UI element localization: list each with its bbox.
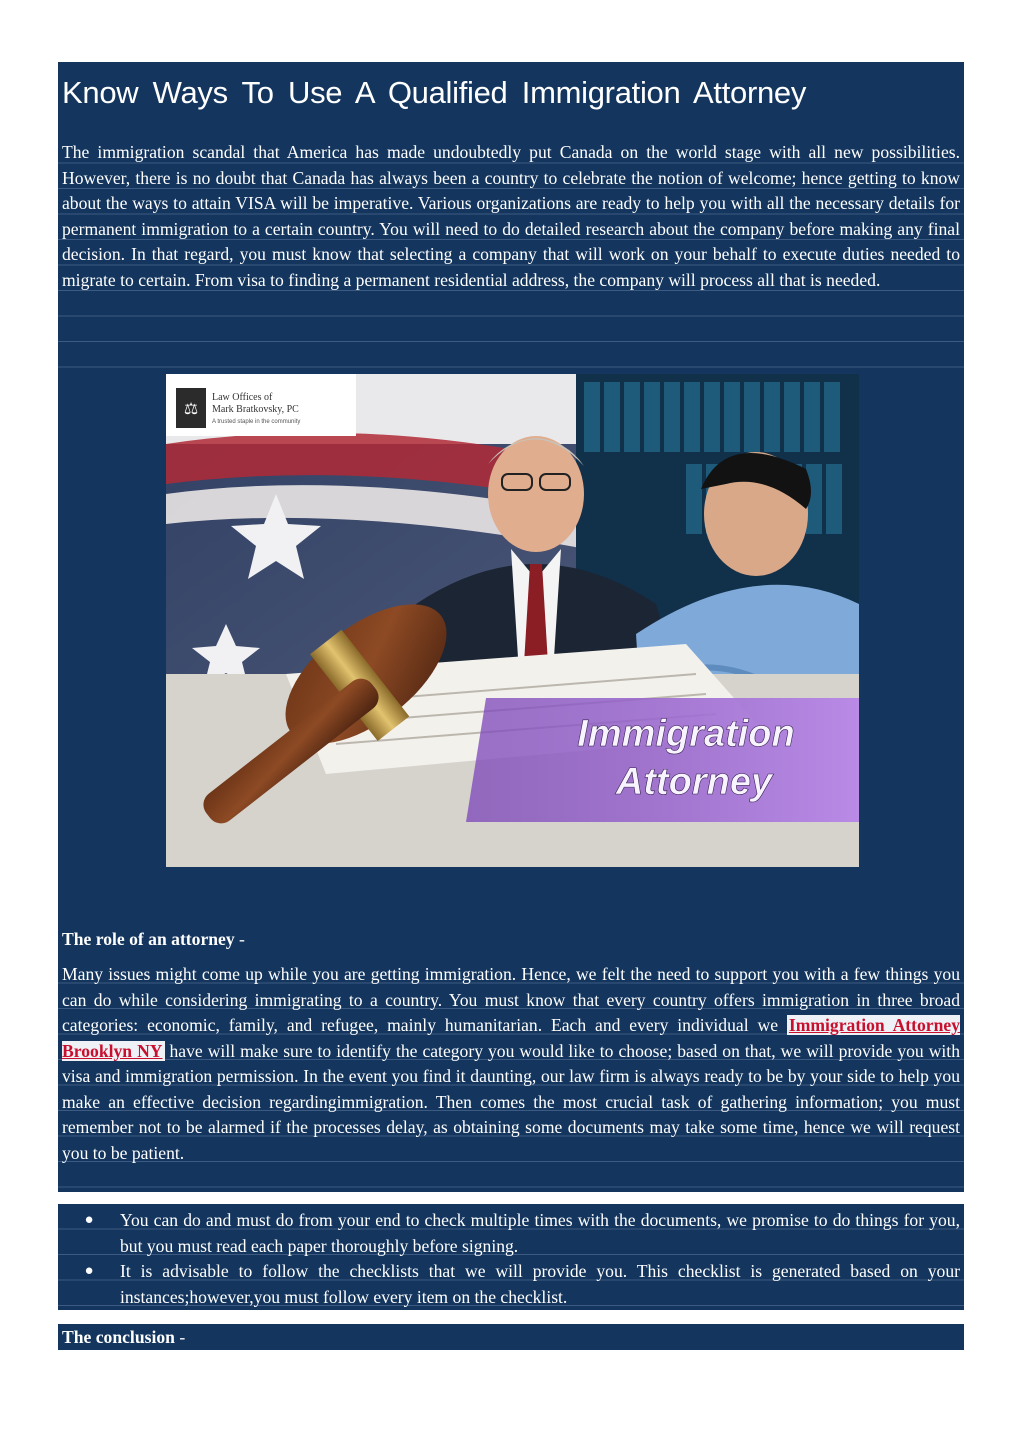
logo-line2: Mark Bratkovsky, PC bbox=[212, 404, 299, 415]
bullet-list bbox=[58, 1204, 964, 1310]
bullet-text: It is advisable to follow the checklists that we will provide you. This checklist is generated based on your instances;however,you must follow every item on the checklist. bbox=[120, 1261, 960, 1307]
hero-image bbox=[166, 374, 859, 867]
logo-line1: Law Offices of bbox=[212, 392, 273, 403]
page-title: Know Ways To Use A Qualified Immigration Attorney bbox=[58, 62, 964, 138]
bullet-text: You can do and must do from your end to check multiple times with the documents, we promise to do things for you, but you must read each paper thoroughly before signing. bbox=[120, 1210, 960, 1256]
conclusion-heading-bar bbox=[58, 1324, 964, 1350]
immigration-attorney-link[interactable]: Immigration Attorney Brooklyn NY bbox=[62, 1015, 960, 1061]
banner-line2: Attorney bbox=[615, 761, 773, 803]
list-item bbox=[58, 1208, 964, 1259]
svg-text:⚖: ⚖ bbox=[183, 399, 199, 418]
role-section bbox=[58, 958, 964, 1192]
conclusion-heading: The conclusion bbox=[62, 1327, 175, 1347]
intro-section bbox=[58, 138, 964, 374]
role-heading-suffix: - bbox=[234, 929, 245, 949]
conclusion-heading-suffix: - bbox=[174, 1327, 186, 1347]
intro-paragraph: The immigration scandal that America has made undoubtedly put Canada on the world stage with all new possibilities. However, there is no doubt that Canada has always been a country to celebrate the notion of welcome; hence getting to know about the ways to attain VISA will be imperative. Various organizations are ready to help you with all the necessary details for permanent immigration to a certain country. You will need to do detailed research about the company before making any final decision. In that regard, you must know that selecting a company that will work on your behalf to execute duties needed to migrate to certain. From visa to finding a permanent residential address, the company will process all that is needed. bbox=[62, 142, 960, 290]
role-text-after: have will make sure to identify the category you would like to choose; based on that, we will provide you with visa and immigration permission. In the event you find it daunting, our law firm is always ready to be by your side to help you make an effective decision regardingimmigration. Then comes the most crucial task of gathering information; you must remember not to be alarmed if the processes delay, as obtaining some documents may take some time, hence we will request you to be patient. bbox=[62, 1040, 960, 1163]
role-heading: The role of an attorney bbox=[62, 929, 235, 949]
role-heading-bar bbox=[58, 922, 964, 958]
role-text-before: Many issues might come up while you are getting immigration. Hence, we felt the need to support you with a few things you can do while considering immigrating to a country. You must know that every country offers immigration in three broad categories: economic, family, and refugee, mainly humanitarian. Each and every individual we bbox=[62, 964, 960, 1035]
image-section bbox=[58, 374, 964, 922]
bullet-icon: ● bbox=[84, 1263, 94, 1279]
logo-tagline: A trusted staple in the community bbox=[212, 419, 301, 425]
bullet-icon: ● bbox=[84, 1212, 94, 1228]
role-paragraph bbox=[58, 962, 964, 1166]
banner-line1: Immigration bbox=[577, 713, 795, 755]
list-item bbox=[58, 1259, 964, 1310]
